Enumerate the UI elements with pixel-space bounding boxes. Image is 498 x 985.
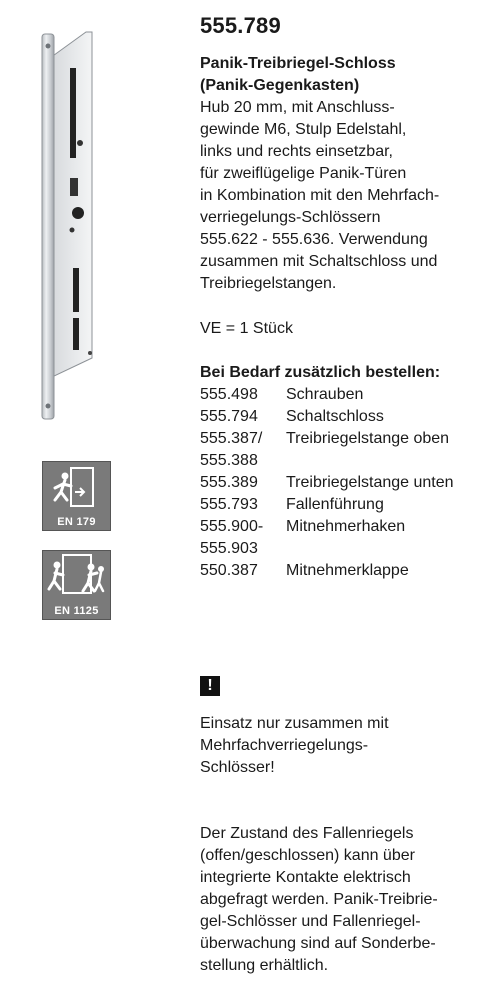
packaging-unit: VE = 1 Stück (200, 320, 293, 337)
warning-line: Einsatz nur zusammen mit (200, 715, 389, 732)
accessory-desc: Mitnehmerklappe (286, 562, 409, 579)
accessory-desc: Schaltschloss (286, 408, 384, 425)
lock-product-image (30, 28, 100, 423)
product-description (200, 97, 439, 295)
note-line: gel-Schlösser und Fallenriegel- (200, 913, 421, 930)
accessory-row (200, 538, 498, 560)
description-line: für zweiflügelige Panik-Türen (200, 165, 407, 182)
accessory-row (200, 450, 498, 472)
description-line: 555.622 - 555.636. Verwendung (200, 231, 428, 248)
accessory-desc: Schrauben (286, 386, 364, 403)
accessory-code: 555.794 (200, 408, 258, 425)
warning-line: Schlösser! (200, 759, 275, 776)
accessory-code: 555.900- (200, 518, 264, 535)
monitoring-note (200, 823, 438, 977)
product-title (200, 53, 396, 97)
note-line: stellung erhältlich. (200, 957, 329, 974)
description-line: Hub 20 mm, mit Anschluss- (200, 99, 395, 116)
note-line: integrierte Kontakte elektrisch (200, 869, 411, 886)
accessory-row (200, 428, 498, 450)
en179-badge (42, 461, 111, 531)
accessory-row (200, 494, 498, 516)
note-line: (offen/geschlossen) kann über (200, 847, 415, 864)
accessory-row (200, 516, 498, 538)
title-line: (Panik-Gegenkasten) (200, 77, 360, 94)
panic-exit-icon (43, 462, 110, 512)
panic-crowd-exit-icon (43, 551, 110, 601)
description-line: links und rechts einsetzbar, (200, 143, 393, 160)
accessory-code: 550.387 (200, 562, 258, 579)
accessory-row (200, 406, 498, 428)
accessory-code: 555.389 (200, 474, 258, 491)
accessory-code: 555.793 (200, 496, 258, 513)
accessory-row (200, 384, 498, 406)
note-line: abgefragt werden. Panik-Treibrie- (200, 891, 438, 908)
accessory-desc: Mitnehmerhaken (286, 518, 406, 535)
accessory-desc: Fallenführung (286, 496, 384, 513)
description-line: zusammen mit Schaltschloss und (200, 253, 438, 270)
accessory-code: 555.387/ (200, 430, 263, 447)
accessory-code: 555.498 (200, 386, 258, 403)
accessory-desc: Treibriegelstange unten (286, 474, 454, 491)
accessory-code: 555.903 (200, 540, 258, 557)
en1125-badge (42, 550, 111, 620)
accessory-row (200, 472, 498, 494)
accessory-desc: Treibriegelstange oben (286, 430, 450, 447)
description-line: verriegelungs-Schlössern (200, 209, 381, 226)
description-line: gewinde M6, Stulp Edelstahl, (200, 121, 407, 138)
warning-text (200, 713, 389, 779)
description-line: Treibriegelstangen. (200, 275, 337, 292)
description-line: in Kombination mit den Mehrfach- (200, 187, 440, 204)
en179-label: EN 179 (57, 516, 96, 528)
warning-icon: ! (200, 676, 220, 696)
left-column (0, 0, 190, 985)
title-line: Panik-Treibriegel-Schloss (200, 55, 396, 72)
note-line: überwachung sind auf Sonderbe- (200, 935, 436, 952)
accessories-list (200, 384, 498, 582)
warning-line: Mehrfachverriegelungs- (200, 737, 369, 754)
article-number: 555.789 (200, 13, 281, 38)
accessory-row (200, 560, 498, 582)
accessory-code: 555.388 (200, 452, 258, 469)
note-line: Der Zustand des Fallenriegels (200, 825, 414, 842)
en1125-label: EN 1125 (54, 605, 99, 617)
accessories-heading: Bei Bedarf zusätzlich bestellen: (200, 364, 441, 381)
